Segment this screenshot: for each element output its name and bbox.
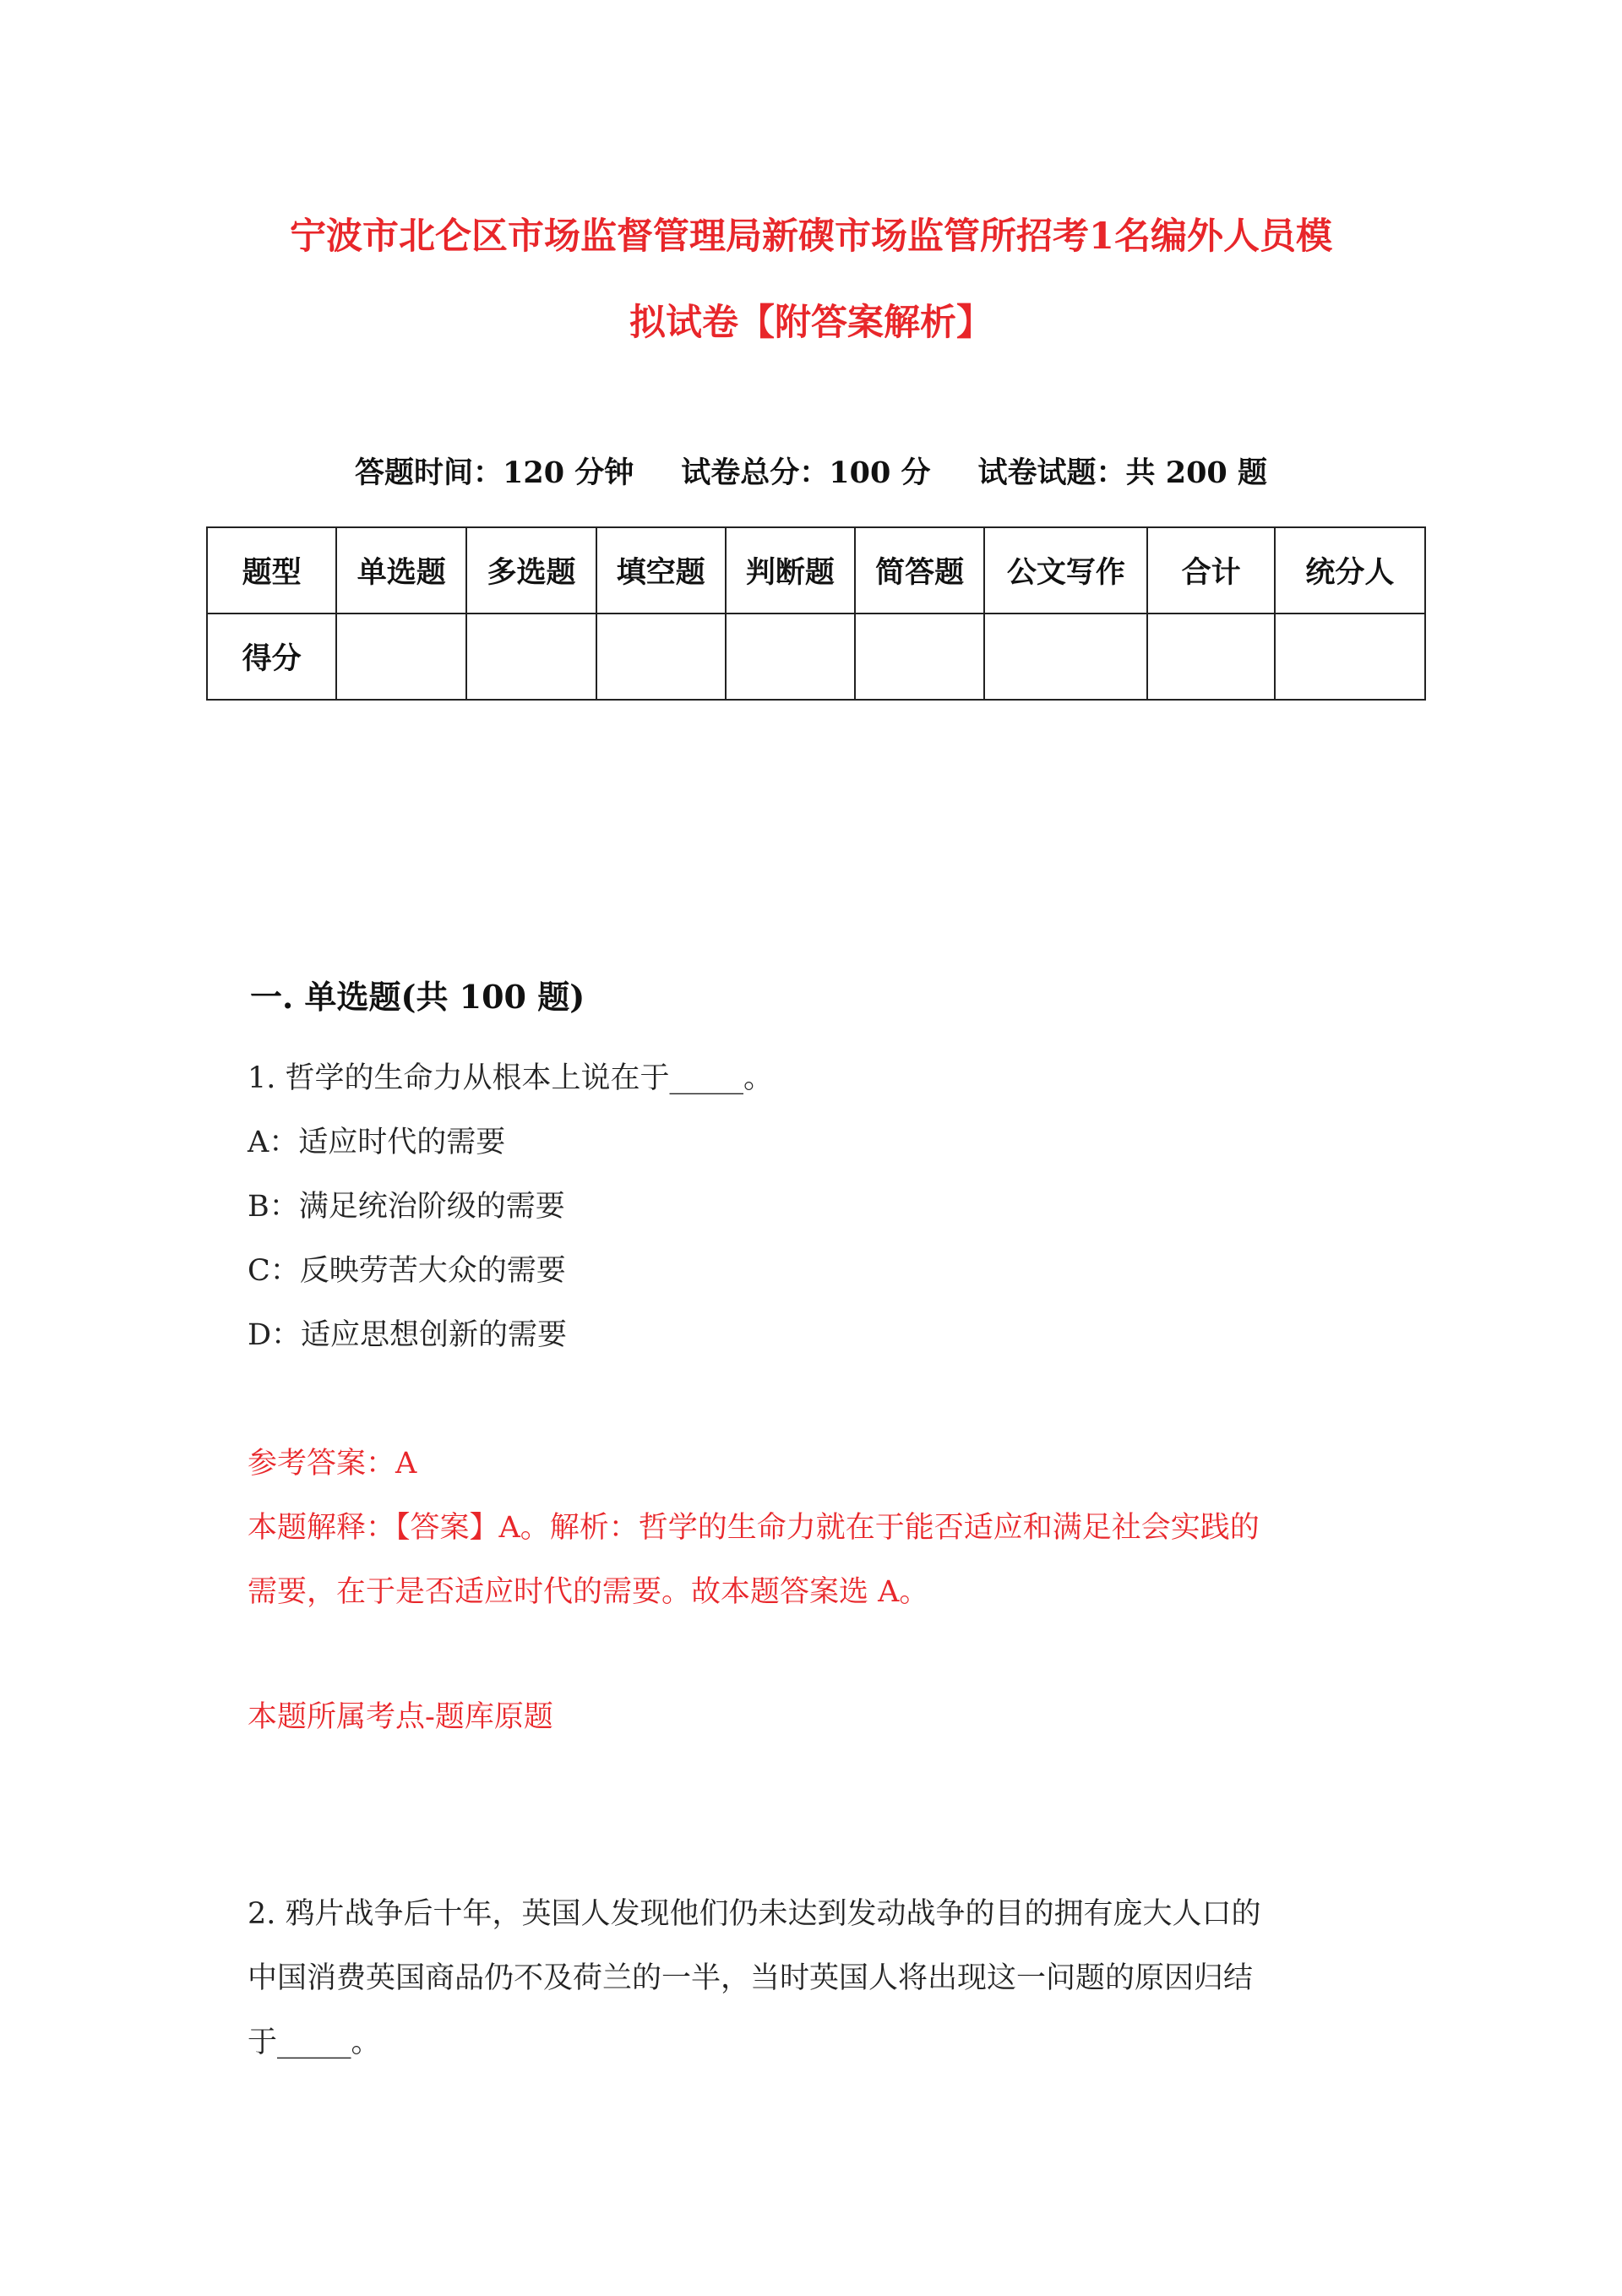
score-cell: [1147, 614, 1274, 700]
question-2-stem-line-1: 2. 鸦片战争后十年，英国人发现他们仍未达到发动战争的目的拥有庞大人口的: [248, 1897, 1261, 1931]
score-table-header: 单选题: [336, 527, 466, 614]
score-cell: [336, 614, 466, 700]
score-cell: [855, 614, 984, 700]
question-1-option-b: B：满足统治阶级的需要: [248, 1190, 565, 1224]
exam-total-score: 试卷总分：100 分: [681, 455, 931, 490]
score-cell: [596, 614, 726, 700]
score-table-header: 合计: [1147, 527, 1274, 614]
exam-question-count: 试卷试题：共 200 题: [977, 455, 1267, 490]
question-2-stem-line-3: 于_____。: [248, 2026, 381, 2059]
score-cell: [984, 614, 1147, 700]
question-1-stem: 1. 哲学的生命力从根本上说在于_____。: [248, 1061, 774, 1095]
score-table-header: 简答题: [855, 527, 984, 614]
score-cell: [466, 614, 596, 700]
section-heading: 一. 单选题(共 100 题): [250, 978, 585, 1016]
score-table-header: 统分人: [1275, 527, 1425, 614]
score-table-header: 公文写作: [984, 527, 1147, 614]
score-table: [206, 526, 1426, 701]
score-table-header: 多选题: [466, 527, 596, 614]
score-table-score-row: [207, 614, 1425, 700]
document-title-line-2: 拟试卷【附答案解析】: [629, 302, 993, 344]
document-title-line-1: 宁波市北仑区市场监督管理局新碶市场监管所招考1名编外人员模: [290, 215, 1332, 258]
score-table-header: 填空题: [596, 527, 726, 614]
question-1-explanation-line-1: 本题解释：【答案】A。解析：哲学的生命力就在于能否适应和满足社会实践的: [248, 1511, 1260, 1545]
question-1-answer: 参考答案：A: [248, 1447, 417, 1481]
question-1-option-a: A：适应时代的需要: [248, 1126, 506, 1159]
question-1-option-c: C：反映劳苦大众的需要: [248, 1254, 566, 1288]
question-1-source: 本题所属考点-题库原题: [248, 1700, 553, 1734]
question-2-stem-line-2: 中国消费英国商品仍不及荷兰的一半，当时英国人将出现这一问题的原因归结: [248, 1961, 1254, 1995]
question-1-explanation-line-2: 需要，在于是否适应时代的需要。故本题答案选 A。: [248, 1575, 929, 1609]
question-1-option-d: D：适应思想创新的需要: [248, 1318, 568, 1352]
exam-time: 答题时间：120 分钟: [355, 455, 634, 490]
exam-meta: [0, 452, 1622, 494]
score-cell: [726, 614, 855, 700]
score-row-label: 得分: [207, 614, 336, 700]
score-cell: [1275, 614, 1425, 700]
score-table-header-row: [207, 527, 1425, 614]
score-table-header: 题型: [207, 527, 336, 614]
score-table-header: 判断题: [726, 527, 855, 614]
